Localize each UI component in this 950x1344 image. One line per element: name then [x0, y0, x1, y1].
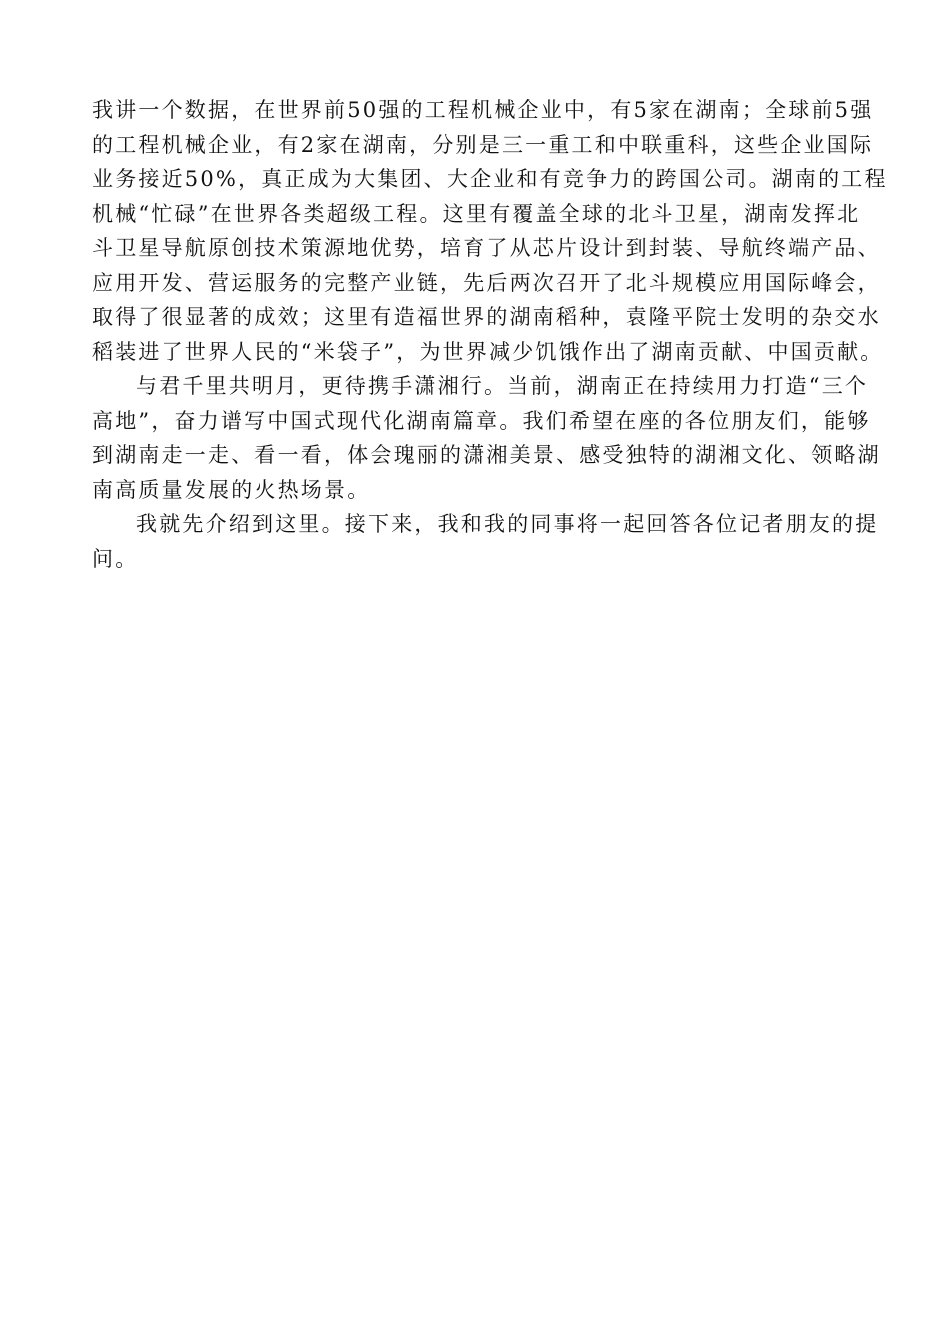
paragraph-2-line-2: 高地”，奋力谱写中国式现代化湖南篇章。我们希望在座的各位朋友们，能够 [92, 408, 871, 433]
paragraph-2-line-1: 与君千里共明月，更待携手潇湘行。当前，湖南正在持续用力打造“三个 [136, 374, 869, 398]
paragraph-1-line-2: 的工程机械企业，有2家在湖南，分别是三一重工和中联重科，这些企业国际 [92, 132, 874, 157]
paragraph-1-line-5: 斗卫星导航原创技术策源地优势，培育了从芯片设计到封装、导航终端产品、 [92, 236, 881, 260]
paragraph-1-line-6: 应用开发、营运服务的完整产业链，先后两次召开了北斗规模应用国际峰会， [92, 270, 881, 295]
paragraph-1-line-1: 我讲一个数据，在世界前50强的工程机械企业中，有5家在湖南；全球前5强 [92, 98, 874, 122]
paragraph-3-line-1: 我就先介绍到这里。接下来，我和我的同事将一起回答各位记者朋友的提 [136, 512, 879, 536]
paragraph-1-line-4: 机械“忙碌”在世界各类超级工程。这里有覆盖全球的北斗卫星，湖南发挥北 [92, 201, 861, 226]
paragraph-1-line-3: 业务接近50%，真正成为大集团、大企业和有竞争力的跨国公司。湖南的工程 [92, 167, 888, 191]
document-body [92, 93, 888, 576]
paragraph-2-line-4: 南高质量发展的火热场景。 [92, 477, 371, 502]
paragraph-2-line-3: 到湖南走一走、看一看，体会瑰丽的潇湘美景、感受独特的湖湘文化、领略湖 [92, 443, 881, 467]
paragraph-1-line-8: 稻装进了世界人民的“米袋子”，为世界减少饥饿作出了湖南贡献、中国贡献。 [92, 339, 884, 364]
paragraph-1-line-7: 取得了很显著的成效；这里有造福世界的湖南稻种，袁隆平院士发明的杂交水 [92, 305, 881, 329]
paragraph-3-line-2: 问。 [92, 546, 139, 571]
